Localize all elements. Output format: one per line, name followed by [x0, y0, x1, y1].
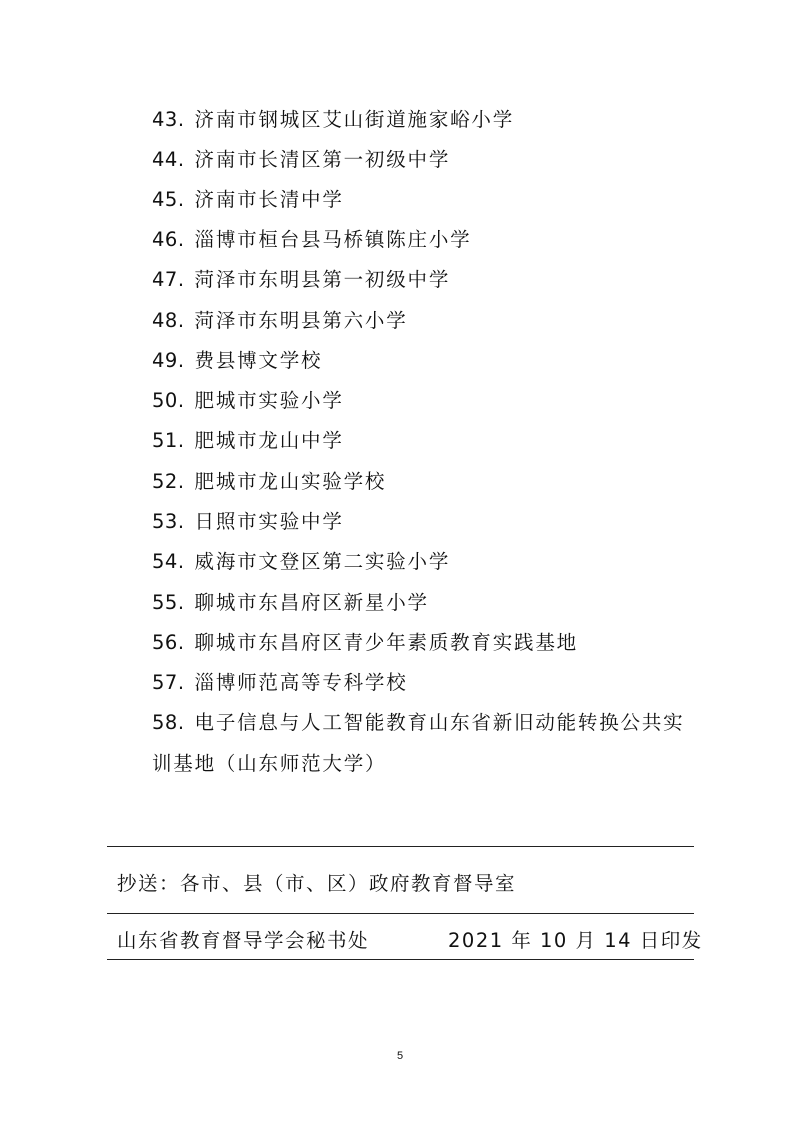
item-text: 日照市实验中学 — [194, 510, 344, 533]
list-item — [152, 427, 344, 455]
list-item — [152, 548, 450, 576]
item-number: 45. — [152, 188, 185, 211]
item-text: 肥城市龙山中学 — [194, 429, 344, 452]
page-number: 5 — [396, 1050, 404, 1062]
item-number: 48. — [152, 309, 185, 332]
item-number: 44. — [152, 148, 185, 171]
list-item — [152, 387, 344, 415]
item-text: 淄博市桓台县马桥镇陈庄小学 — [194, 228, 472, 251]
item-number: 50. — [152, 389, 185, 412]
item-text: 聊城市东昌府区青少年素质教育实践基地 — [194, 631, 578, 654]
item-text: 济南市钢城区艾山街道施家峪小学 — [194, 108, 515, 131]
item-text: 电子信息与人工智能教育山东省新旧动能转换公共实 — [194, 711, 685, 734]
item-text: 威海市文登区第二实验小学 — [194, 550, 451, 573]
footer-rule-middle — [107, 913, 694, 914]
item-number: 49. — [152, 349, 185, 372]
list-item — [152, 347, 322, 375]
item-number: 57. — [152, 671, 185, 694]
item-text: 聊城市东昌府区新星小学 — [194, 591, 429, 614]
item-number: 47. — [152, 268, 185, 291]
item-number: 51. — [152, 429, 185, 452]
footer-rule-top — [107, 846, 694, 847]
item-number: 58. — [152, 711, 185, 734]
list-item — [152, 669, 408, 697]
item-number: 56. — [152, 631, 185, 654]
item-number: 53. — [152, 510, 185, 533]
list-item — [152, 508, 344, 536]
list-item — [152, 468, 386, 496]
item-number: 54. — [152, 550, 185, 573]
list-item — [152, 266, 450, 294]
list-item — [152, 226, 471, 254]
list-item — [152, 307, 408, 335]
list-item — [152, 186, 344, 214]
list-item-continuation: 训基地（山东师范大学） — [152, 752, 387, 775]
issuer: 山东省教育督导学会秘书处 — [117, 929, 370, 952]
item-text: 济南市长清区第一初级中学 — [194, 148, 451, 171]
item-text: 淄博师范高等专科学校 — [194, 671, 408, 694]
item-number: 43. — [152, 108, 185, 131]
item-number: 52. — [152, 470, 185, 493]
item-number: 55. — [152, 591, 185, 614]
list-item — [152, 106, 514, 134]
item-text: 肥城市实验小学 — [194, 389, 344, 412]
item-number: 46. — [152, 228, 185, 251]
issue-date: 2021 年 10 月 14 日印发 — [448, 929, 703, 952]
list-item — [152, 589, 429, 617]
item-text: 肥城市龙山实验学校 — [194, 470, 387, 493]
list-item — [152, 146, 450, 174]
footer-rule-bottom — [107, 959, 694, 960]
item-text: 济南市长清中学 — [194, 188, 344, 211]
list-item — [152, 709, 684, 737]
item-text: 菏泽市东明县第一初级中学 — [194, 268, 451, 291]
cc-line: 抄送：各市、县（市、区）政府教育督导室 — [117, 872, 517, 895]
item-text: 菏泽市东明县第六小学 — [194, 309, 408, 332]
list-item — [152, 629, 578, 657]
item-text: 费县博文学校 — [194, 349, 323, 372]
